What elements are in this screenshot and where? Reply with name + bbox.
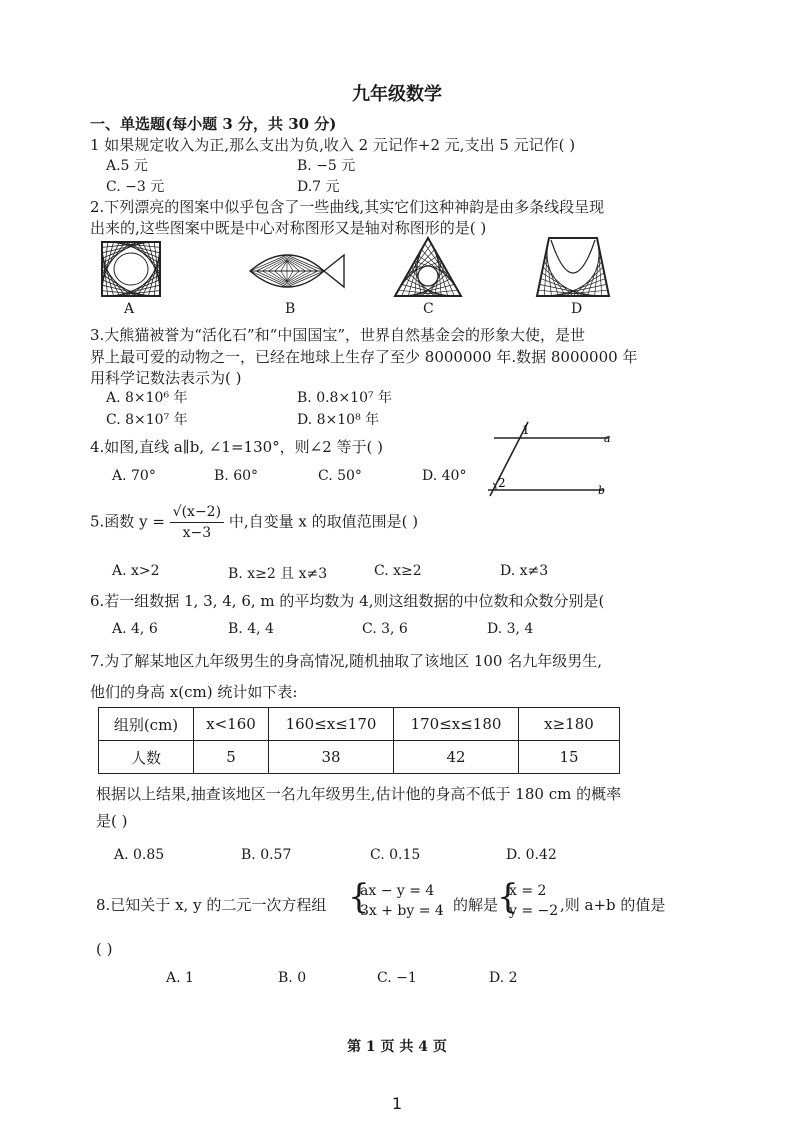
q8-middle: ，的解是 — [438, 896, 499, 914]
table-cell: 5 — [194, 741, 269, 774]
table-header-row — [99, 708, 620, 741]
page-footer: 第 1 页 共 4 页 — [347, 1039, 447, 1055]
table-cell: 170≤x≤180 — [394, 708, 519, 741]
q8-solution-line-1: x = 2 — [509, 883, 547, 899]
q6-option-a: A. 4, 6 — [112, 621, 158, 637]
table-cell: 组别(cm) — [99, 708, 194, 741]
figure-d-cup-pattern — [535, 236, 611, 298]
line-b-label: b — [598, 484, 606, 497]
table-cell: 人数 — [99, 741, 194, 774]
question-7-line-4: 是( ) — [96, 812, 128, 830]
q8-solution-line-2: y = −2 — [509, 903, 559, 919]
question-7-line-2: 他们的身高 x(cm) 统计如下表: — [90, 683, 298, 701]
figure-c-triangle-pattern — [393, 236, 463, 298]
question-7-line-3: 根据以上结果,抽查该地区一名九年级男生,估计他的身高不低于 180 cm 的概率 — [96, 785, 622, 803]
q4-option-c: C. 50° — [318, 468, 362, 484]
q7-option-d: D. 0.42 — [506, 847, 557, 863]
q8-suffix: ,则 a+b 的值是 — [560, 896, 666, 914]
q8-system-line-2: 3x + by = 4 — [360, 903, 444, 919]
q8-brace-2: { — [497, 877, 519, 917]
figure-label-d: D — [571, 301, 583, 317]
q6-option-d: D. 3, 4 — [487, 621, 534, 637]
question-5-text — [90, 502, 418, 543]
q3-option-a: A. 8×10⁶ 年 — [106, 390, 188, 406]
line-a-label: a — [604, 432, 611, 445]
table-cell: x<160 — [194, 708, 269, 741]
section-header: 一、单选题(每小题 3 分，共 30 分) — [90, 115, 337, 133]
q1-option-a: A.5 元 — [106, 158, 148, 174]
q4-option-b: B. 60° — [214, 468, 259, 484]
q5-option-d: D. x≠3 — [500, 563, 549, 579]
q6-option-b: B. 4, 4 — [228, 621, 274, 637]
question-2-line-2: 出来的,这些图案中既是中心对称图形又是轴对称图形的是( ) — [90, 219, 487, 237]
q5-fraction — [170, 502, 224, 543]
figure-b-fish-pattern — [248, 243, 346, 299]
q4-option-a: A. 70° — [112, 468, 156, 484]
height-table — [98, 707, 620, 774]
q3-option-c: C. 8×10⁷ 年 — [106, 412, 188, 428]
q5-option-b: B. x≥2 且 x≠3 — [228, 566, 328, 582]
q3-option-d: D. 8×10⁸ 年 — [297, 412, 380, 428]
question-3-line-2: 界上最可爱的动物之一，已经在地球上生存了至少 8000000 年.数据 8000000 年 — [90, 348, 638, 366]
question-1-text: 1 如果规定收入为正,那么支出为负,收入 2 元记作+2 元,支出 5 元记作( ) — [90, 136, 576, 154]
q7-option-a: A. 0.85 — [114, 847, 165, 863]
angle-2-label: 2 — [498, 476, 506, 490]
q3-option-b: B. 0.8×10⁷ 年 — [297, 390, 393, 406]
q5-option-a: A. x>2 — [112, 563, 160, 579]
question-2-line-1: 2.下列漂亮的图案中似乎包含了一些曲线,其实它们这种神韵是由多条线段呈现 — [90, 198, 605, 216]
parallel-lines-figure — [484, 420, 614, 500]
figure-label-b: B — [285, 301, 296, 317]
question-6-text: 6.若一组数据 1, 3, 4, 6, m 的平均数为 4,则这组数据的中位数和众数分别是( — [90, 592, 605, 610]
q8-option-d: D. 2 — [489, 970, 518, 986]
figure-a-square-pattern — [100, 240, 164, 298]
q5-numerator: √(x−2) — [170, 502, 224, 523]
q5-option-c: C. x≥2 — [374, 563, 422, 579]
q4-option-d: D. 40° — [422, 468, 467, 484]
table-cell: 42 — [394, 741, 519, 774]
q7-option-c: C. 0.15 — [370, 847, 421, 863]
q5-denominator: x−3 — [182, 525, 212, 541]
table-cell: 160≤x≤170 — [269, 708, 394, 741]
q8-option-c: C. −1 — [377, 970, 417, 986]
q7-option-b: B. 0.57 — [241, 847, 292, 863]
angle-1-label: 1 — [522, 423, 530, 437]
table-cell: 15 — [519, 741, 620, 774]
q8-system-line-1: ax − y = 4 — [360, 883, 435, 899]
page-number: 1 — [391, 1094, 403, 1113]
q1-option-d: D.7 元 — [297, 179, 340, 195]
q8-brace-1: { — [348, 877, 370, 917]
q8-option-b: B. 0 — [278, 970, 307, 986]
question-4-text: 4.如图,直线 a∥b, ∠1=130°，则∠2 等于( ) — [90, 438, 384, 456]
table-cell: 38 — [269, 741, 394, 774]
q5-prefix: 5.函数 y = — [90, 512, 165, 531]
q1-option-c: C. −3 元 — [106, 179, 165, 195]
q5-suffix: 中,自变量 x 的取值范围是( ) — [228, 512, 419, 531]
q8-prefix: 8.已知关于 x, y 的二元一次方程组 — [96, 896, 327, 914]
question-3-line-3: 用科学记数法表示为( ) — [90, 369, 242, 387]
figure-label-c: C — [423, 301, 434, 317]
q6-option-c: C. 3, 6 — [362, 621, 408, 637]
figure-label-a: A — [124, 301, 135, 317]
q8-option-a: A. 1 — [166, 970, 194, 986]
table-row — [99, 741, 620, 774]
q1-option-b: B. −5 元 — [297, 158, 356, 174]
question-7-line-1: 7.为了解某地区九年级男生的身高情况,随机抽取了该地区 100 名九年级男生, — [90, 652, 603, 670]
q8-answer-blank: ( ) — [96, 940, 113, 958]
page-title: 九年级数学 — [352, 84, 442, 105]
question-3-line-1: 3.大熊猫被誉为“活化石”和“中国国宝”，世界自然基金会的形象大使，是世 — [90, 326, 585, 344]
table-cell: x≥180 — [519, 708, 620, 741]
